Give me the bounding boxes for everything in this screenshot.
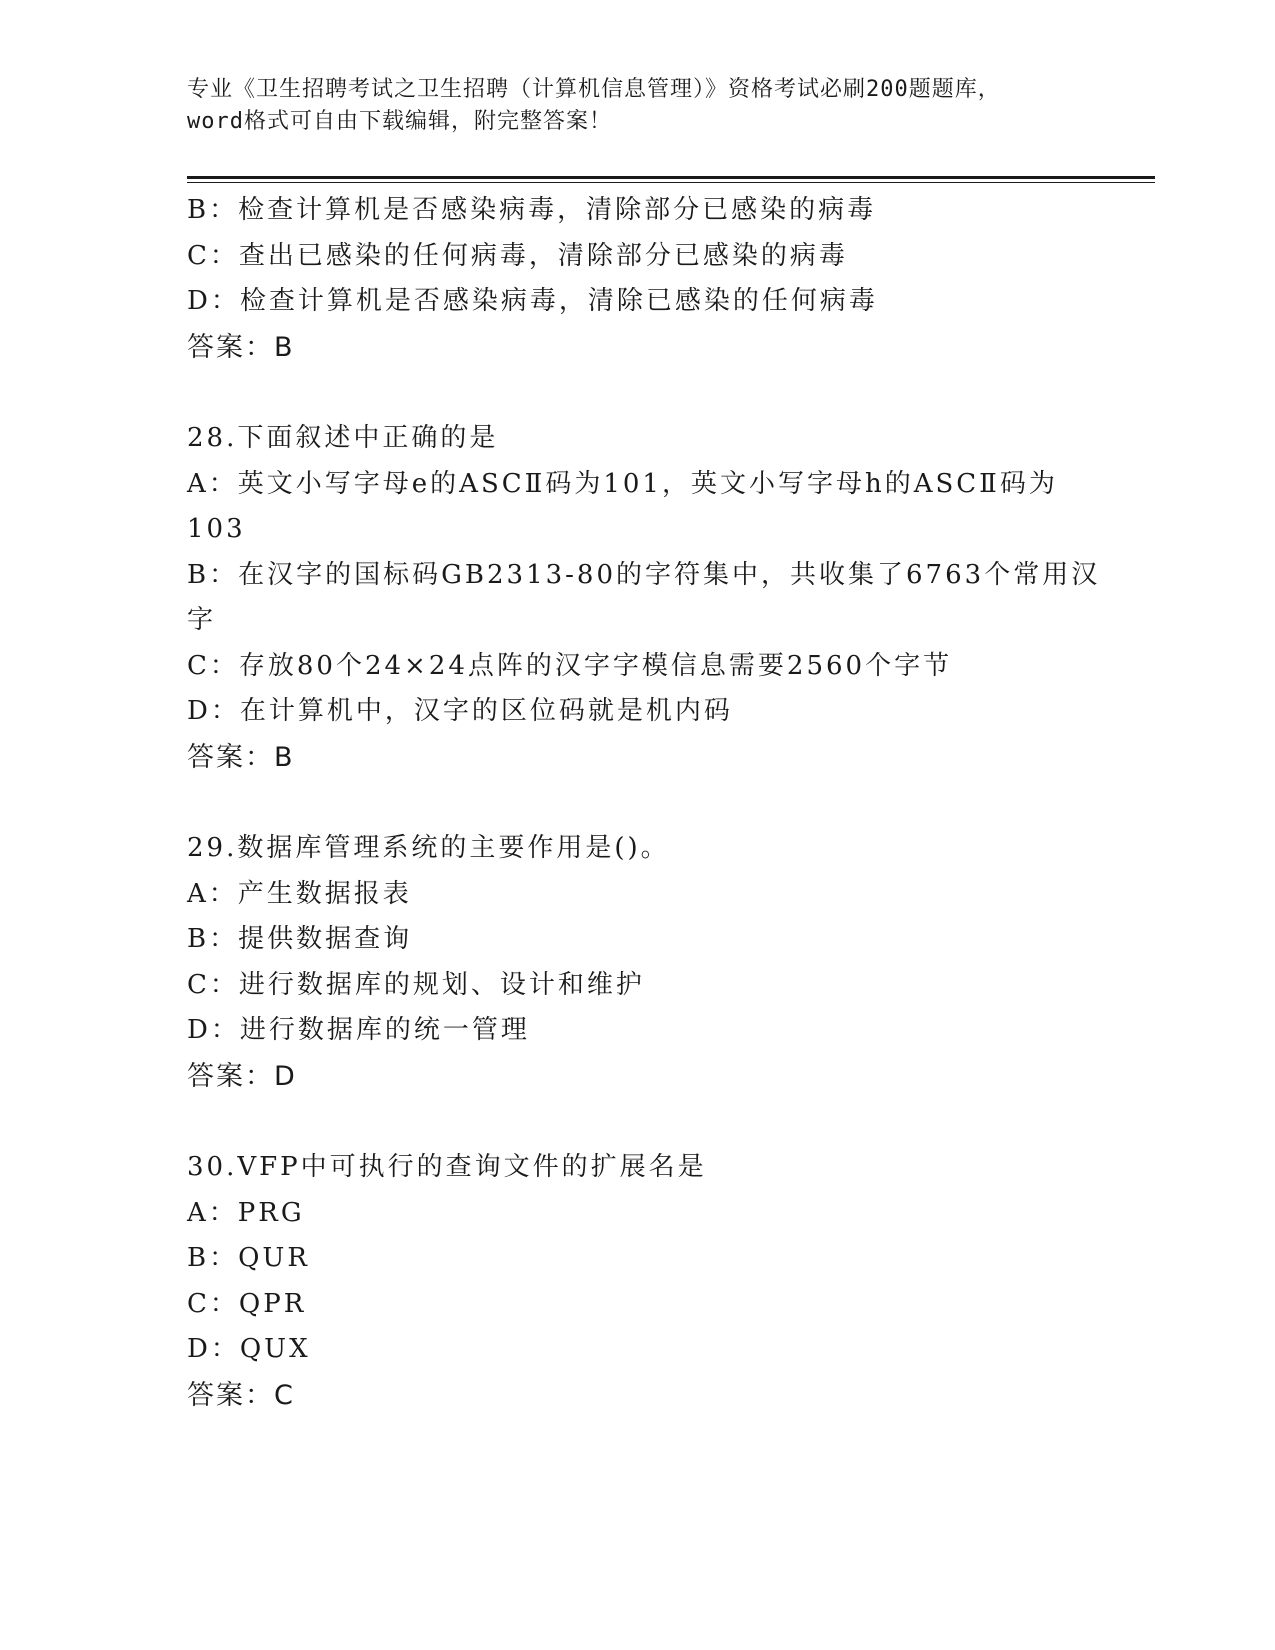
question-29-option-d: D：进行数据库的统一管理	[187, 1015, 530, 1045]
question-29-answer: 答案：D	[187, 1060, 297, 1092]
question-30-option-c: C：QPR	[187, 1288, 307, 1319]
title-line-2: word格式可自由下载编辑，附完整答案！	[187, 109, 612, 134]
spacer	[187, 780, 1087, 826]
question-29-option-b: B：提供数据查询	[187, 924, 413, 954]
header-divider-thin	[187, 182, 1155, 183]
question-content	[187, 188, 1101, 1418]
question-30-answer: 答案：C	[187, 1379, 295, 1411]
question-30-stem: 30.VFP中可执行的查询文件的扩展名是	[187, 1152, 707, 1182]
spacer	[187, 370, 1087, 416]
question-28-option-d: D：在计算机中，汉字的区位码就是机内码	[187, 696, 733, 726]
spacer	[187, 1099, 1087, 1145]
question-29-block	[187, 826, 1087, 1099]
question-30-option-d: D：QUX	[187, 1334, 311, 1364]
question-28-option-b-line-2: 字	[187, 605, 217, 635]
question-27-answer: 答案：B	[187, 331, 295, 363]
question-29-option-a: A：产生数据报表	[187, 878, 412, 909]
question-28-option-c: C：存放80个24×24点阵的汉字字模信息需要2560个字节	[187, 650, 953, 681]
question-27-block	[187, 188, 1087, 370]
question-27-option-d: D：检查计算机是否感染病毒，清除已感染的任何病毒	[187, 286, 878, 316]
question-30-option-a: A：PRG	[187, 1197, 305, 1228]
header-divider-thick	[187, 176, 1155, 179]
question-29-stem: 29.数据库管理系统的主要作用是()。	[187, 833, 670, 863]
question-28-answer: 答案：B	[187, 741, 295, 773]
question-28-option-a-line-1: A：英文小写字母e的ASCⅡ码为101，英文小写字母h的ASCⅡ码为	[187, 468, 1058, 499]
question-28-option-b-line-1: B：在汉字的国标码GB2313-80的字符集中，共收集了6763个常用汉	[187, 559, 1101, 590]
question-30-block	[187, 1145, 1087, 1418]
document-title	[187, 74, 1087, 138]
question-27-option-c: C：查出已感染的任何病毒，清除部分已感染的病毒	[187, 240, 848, 271]
question-28-option-a-line-2: 103	[187, 514, 246, 544]
title-line-1: 专业《卫生招聘考试之卫生招聘（计算机信息管理）》资格考试必刷200题题库，	[187, 77, 1001, 102]
question-30-option-b: B：QUR	[187, 1243, 310, 1273]
question-28-block	[187, 416, 1101, 780]
question-27-option-b: B：检查计算机是否感染病毒，清除部分已感染的病毒	[187, 195, 877, 225]
question-28-stem: 28.下面叙述中正确的是	[187, 423, 499, 453]
question-29-option-c: C：进行数据库的规划、设计和维护	[187, 969, 645, 1000]
